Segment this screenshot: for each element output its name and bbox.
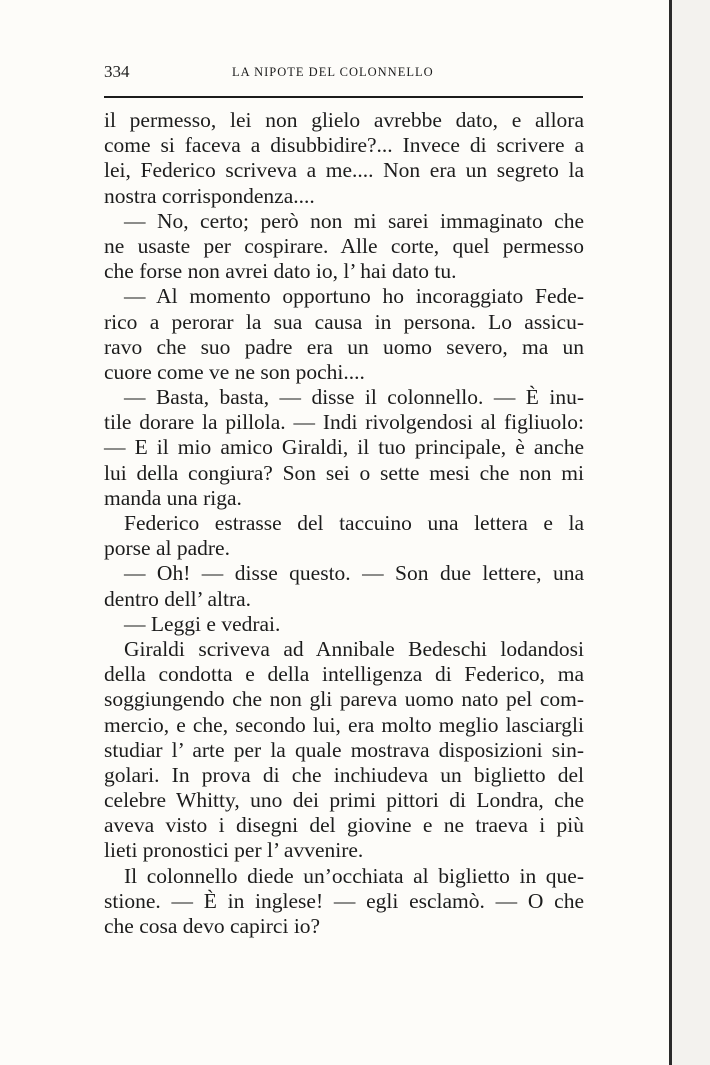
text-line: mercio, e che, secondo lui, era molto meglio lasciargli <box>104 712 584 737</box>
text-line: della condotta e della intelligenza di Federico, ma <box>104 662 584 687</box>
text-line: lui della congiura? Son sei o sette mesi che non mi <box>104 460 584 485</box>
text-line: soggiungendo che non gli pareva uomo nato pel com- <box>104 687 584 712</box>
text-line: — E il mio amico Giraldi, il tuo principale, è anche <box>104 435 584 460</box>
text-line: che forse non avrei dato io, l’ hai dato tu. <box>104 259 457 284</box>
text-line: celebre Whitty, uno dei primi pittori di Londra, che <box>104 788 584 813</box>
text-line: lei, Federico scriveva a me.... Non era un segreto la <box>104 158 584 183</box>
text-line: Il colonnello diede un’occhiata al biglietto in que- <box>124 863 584 888</box>
page-edge <box>669 0 672 1065</box>
text-line: dentro dell’ altra. <box>104 586 252 611</box>
text-line: rico a perorar la sua causa in persona. Lo assicu- <box>104 309 584 334</box>
text-line: — Al momento opportuno ho incoraggiato Fede- <box>124 284 584 309</box>
page-header <box>104 62 584 86</box>
text-line: — Leggi e vedrai. <box>124 611 281 636</box>
text-line: manda una riga. <box>104 485 242 510</box>
text-line: che cosa devo capirci io? <box>104 914 321 938</box>
text-line: — No, certo; però non mi sarei immaginato che <box>124 208 584 233</box>
text-line: — Basta, basta, — disse il colonnello. — È inu- <box>124 385 584 410</box>
running-title: LA NIPOTE DEL COLONNELLO <box>232 65 434 79</box>
text-body <box>104 108 584 939</box>
text-line: cuore come ve ne son pochi.... <box>104 359 365 384</box>
text-line: — Oh! — disse questo. — Son due lettere, una <box>124 561 584 586</box>
text-line: il permesso, lei non glielo avrebbe dato, e allora <box>104 108 584 132</box>
page-margin-shadow <box>672 0 710 1065</box>
page-number: 334 <box>104 62 130 81</box>
text-line: golari. In prova di che inchiudeva un biglietto del <box>104 762 584 787</box>
text-line: come si faceva a disubbidire?... Invece di scrivere a <box>104 133 584 158</box>
text-line: tile dorare la pillola. — Indi rivolgendosi al figliuolo: <box>104 410 584 435</box>
text-line: ne usaste per cospirare. Alle corte, quel permesso <box>104 233 584 258</box>
text-line: nostra corrispondenza.... <box>104 183 315 208</box>
text-line: aveva visto i disegni del giovine e ne traeva i più <box>104 813 584 838</box>
text-line: ravo che suo padre era un uomo severo, ma un <box>104 334 584 359</box>
text-line: lieti pronostici per l’ avvenire. <box>104 838 364 863</box>
text-line: porse al padre. <box>104 536 230 561</box>
text-line: Federico estrasse del taccuino una lettera e la <box>124 511 584 535</box>
text-line: stione. — È in inglese! — egli esclamò. — O che <box>104 888 584 913</box>
text-line: Giraldi scriveva ad Annibale Bedeschi lodandosi <box>124 636 584 661</box>
text-line: studiar l’ arte per la quale mostrava disposizioni sin- <box>104 737 584 762</box>
header-rule <box>104 96 583 98</box>
